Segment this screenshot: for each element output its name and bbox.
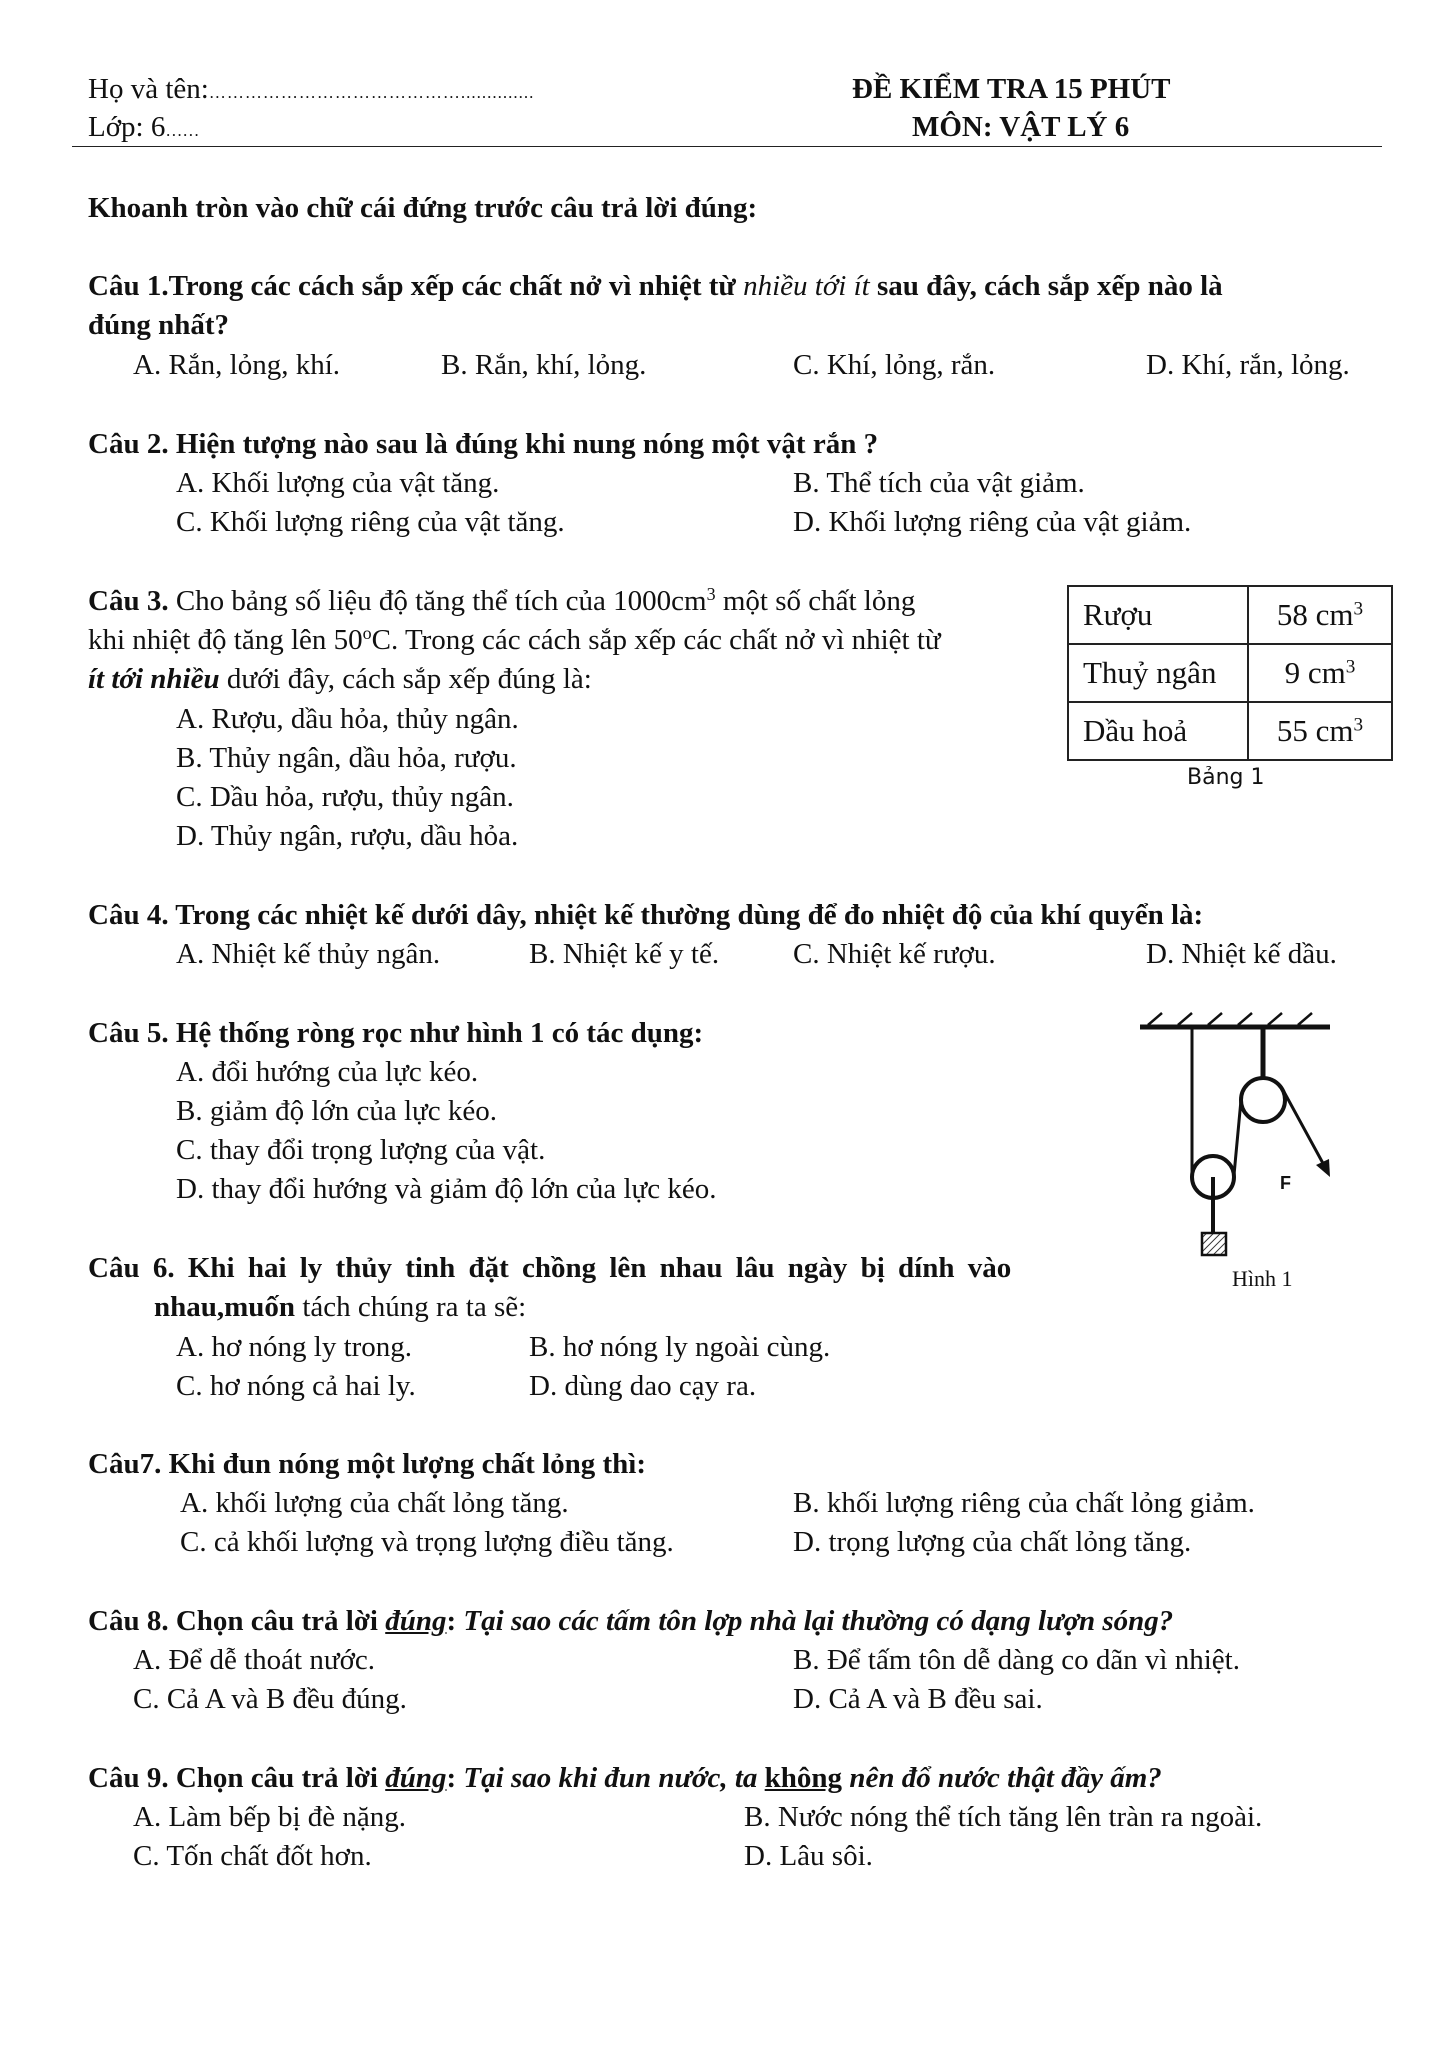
table-row <box>1068 702 1392 760</box>
table-cell-name: Dầu hoả <box>1068 702 1248 760</box>
q2-option-b[interactable]: B. Thể tích của vật giảm. <box>793 467 1085 499</box>
header-divider <box>72 146 1382 147</box>
question-3-line2 <box>88 621 941 660</box>
name-dots: …………………………………….............. <box>208 83 535 102</box>
q3-sup2: o <box>362 623 372 644</box>
question-5: Câu 5. Hệ thống ròng rọc như hình 1 có tác dụng: <box>88 1017 704 1049</box>
q7-option-c[interactable]: C. cả khối lượng và trọng lượng điều tăng. <box>180 1526 674 1558</box>
table-row <box>1068 586 1392 644</box>
question-3-line1 <box>88 582 915 621</box>
q3-text-c: khi nhiệt độ tăng lên 50 <box>88 624 363 656</box>
q6-option-a[interactable]: A. hơ nóng ly trong. <box>176 1331 413 1363</box>
q9-option-d[interactable]: D. Lâu sôi. <box>744 1840 873 1872</box>
ceiling-hatch <box>1148 1013 1312 1025</box>
q1-option-b[interactable]: B. Rắn, khí, lỏng. <box>441 349 647 381</box>
q1-text-a: Câu 1.Trong các cách sắp xếp các chất nở vì nhiệt từ <box>88 270 744 302</box>
q6-option-d[interactable]: D. dùng dao cạy ra. <box>529 1370 757 1402</box>
question-3-line3 <box>88 660 592 699</box>
q3-text-e: dưới đây, cách sắp xếp đúng là: <box>219 663 592 695</box>
q9-underlined-2: không <box>764 1762 843 1794</box>
table-cell-value: 55 $cm^3$ <box>1248 702 1392 760</box>
q1-option-d[interactable]: D. Khí, rắn, lỏng. <box>1146 349 1350 381</box>
q6-option-c[interactable]: C. hơ nóng cả hai ly. <box>176 1370 416 1402</box>
q6-text: tách chúng ra ta sẽ: <box>295 1291 527 1323</box>
exam-title: ĐỀ KIỂM TRA 15 PHÚT <box>852 73 1171 105</box>
instruction: Khoanh tròn vào chữ cái đứng trước câu trả lời đúng: <box>88 192 758 224</box>
q7-option-b[interactable]: B. khối lượng riêng của chất lỏng giảm. <box>793 1487 1255 1519</box>
q1-option-c[interactable]: C. Khí, lỏng, rắn. <box>793 349 996 381</box>
q3-text-b: một số chất lỏng <box>715 585 916 617</box>
table-cell-name: Thuỷ ngân <box>1068 644 1248 702</box>
q8-option-c[interactable]: C. Cả A và B đều đúng. <box>133 1683 407 1715</box>
q3-option-a[interactable]: A. Rượu, dầu hỏa, thủy ngân. <box>176 703 519 735</box>
class-label: Lớp: 6 <box>88 111 166 143</box>
q3-sup1: 3 <box>706 584 716 605</box>
q8-text-a: Câu 8. Chọn câu trả lời <box>88 1605 386 1637</box>
q3-option-d[interactable]: D. Thủy ngân, rượu, dầu hỏa. <box>176 820 519 852</box>
q4-option-a[interactable]: A. Nhiệt kế thủy ngân. <box>176 938 441 970</box>
q8-option-b[interactable]: B. Để tấm tôn dễ dàng co dãn vì nhiệt. <box>793 1644 1240 1676</box>
figure-caption: Hình 1 <box>1232 1266 1293 1291</box>
q5-option-d[interactable]: D. thay đổi hướng và giảm độ lớn của lực kéo. <box>176 1173 717 1205</box>
q3-option-c[interactable]: C. Dầu hỏa, rượu, thủy ngân. <box>176 781 514 813</box>
table-row <box>1068 644 1392 702</box>
q2-option-a[interactable]: A. Khối lượng của vật tăng. <box>176 467 500 499</box>
q9-question-b: nên đổ nước thật đầy ấm? <box>842 1762 1162 1794</box>
q3-text-d: C. Trong các cách sắp xếp các chất nở vì nhiệt từ <box>371 624 941 656</box>
fixed-pulley <box>1241 1078 1285 1122</box>
table-cell-value: 58 $cm^3$ <box>1248 586 1392 644</box>
q6-bold: nhau,muốn <box>154 1291 296 1323</box>
q4-option-d[interactable]: D. Nhiệt kế dầu. <box>1146 938 1337 970</box>
name-field <box>88 70 534 112</box>
data-table <box>1067 585 1393 761</box>
q8-option-d[interactable]: D. Cả A và B đều sai. <box>793 1683 1043 1715</box>
question-1-line1 <box>88 267 1223 306</box>
q7-option-d[interactable]: D. trọng lượng của chất lỏng tăng. <box>793 1526 1192 1558</box>
q5-option-a[interactable]: A. đổi hướng của lực kéo. <box>176 1056 479 1088</box>
question-9 <box>88 1759 1162 1798</box>
q8-colon: : <box>446 1605 464 1637</box>
q5-option-c[interactable]: C. thay đổi trọng lượng của vật. <box>176 1134 546 1166</box>
q1-option-a[interactable]: A. Rắn, lỏng, khí. <box>133 349 341 381</box>
question-6-line2 <box>154 1288 526 1327</box>
q9-question-a: Tại sao khi đun nước, ta <box>463 1762 765 1794</box>
class-field <box>88 108 199 150</box>
question-6-line1: Câu 6. Khi hai ly thủy tinh đặt chồng lên nhau lâu ngày bị dính vào <box>88 1252 1012 1284</box>
q2-option-c[interactable]: C. Khối lượng riêng của vật tăng. <box>176 506 565 538</box>
q8-underlined: đúng <box>385 1605 447 1637</box>
q9-option-c[interactable]: C. Tốn chất đốt hơn. <box>133 1840 372 1872</box>
q1-text-b: sau đây, cách sắp xếp nào là <box>869 270 1223 302</box>
question-1-line2: đúng nhất? <box>88 309 230 341</box>
q8-option-a[interactable]: A. Để dễ thoát nước. <box>133 1644 376 1676</box>
q3-label: Câu 3. <box>88 585 169 617</box>
rope-middle <box>1234 1100 1241 1175</box>
question-7: Câu7. Khi đun nóng một lượng chất lỏng thì: <box>88 1448 647 1480</box>
q1-emphasis: nhiều tới ít <box>743 270 870 302</box>
table-cell-value: 9 $cm^3$ <box>1248 644 1392 702</box>
q8-question: Tại sao các tấm tôn lợp nhà lại thường có dạng lượn sóng? <box>463 1605 1174 1637</box>
q3-text-a: Cho bảng số liệu độ tăng thể tích của 1000cm <box>168 585 707 617</box>
class-dots: …… <box>165 121 200 140</box>
q5-option-b[interactable]: B. giảm độ lớn của lực kéo. <box>176 1095 497 1127</box>
q9-colon: : <box>446 1762 464 1794</box>
q3-emphasis: ít tới nhiều <box>88 663 220 695</box>
question-2: Câu 2. Hiện tượng nào sau là đúng khi nung nóng một vật rắn ? <box>88 428 879 460</box>
pulley-figure <box>1130 1005 1345 1265</box>
subject-title: MÔN: VẬT LÝ 6 <box>912 111 1130 143</box>
q4-option-b[interactable]: B. Nhiệt kế y tế. <box>529 938 720 970</box>
load-block <box>1202 1233 1226 1255</box>
q9-text-a: Câu 9. Chọn câu trả lời <box>88 1762 386 1794</box>
q9-underlined: đúng <box>385 1762 447 1794</box>
force-label: F <box>1280 1173 1291 1193</box>
name-label: Họ và tên: <box>88 73 209 105</box>
q2-option-d[interactable]: D. Khối lượng riêng của vật giảm. <box>793 506 1192 538</box>
table-cell-name: Rượu <box>1068 586 1248 644</box>
question-4: Câu 4. Trong các nhiệt kế dưới dây, nhiệt kế thường dùng để đo nhiệt độ của khí quyển là: <box>88 899 1204 931</box>
question-8 <box>88 1602 1173 1641</box>
q9-option-b[interactable]: B. Nước nóng thể tích tăng lên tràn ra ngoài. <box>744 1801 1263 1833</box>
rope-pull <box>1283 1090 1325 1167</box>
q4-option-c[interactable]: C. Nhiệt kế rượu. <box>793 938 996 970</box>
table-caption: Bảng 1 <box>1187 765 1265 790</box>
q7-option-a[interactable]: A. khối lượng của chất lỏng tăng. <box>180 1487 569 1519</box>
q6-option-b[interactable]: B. hơ nóng ly ngoài cùng. <box>529 1331 831 1363</box>
q3-option-b[interactable]: B. Thủy ngân, dầu hỏa, rượu. <box>176 742 517 774</box>
q9-option-a[interactable]: A. Làm bếp bị đè nặng. <box>133 1801 407 1833</box>
